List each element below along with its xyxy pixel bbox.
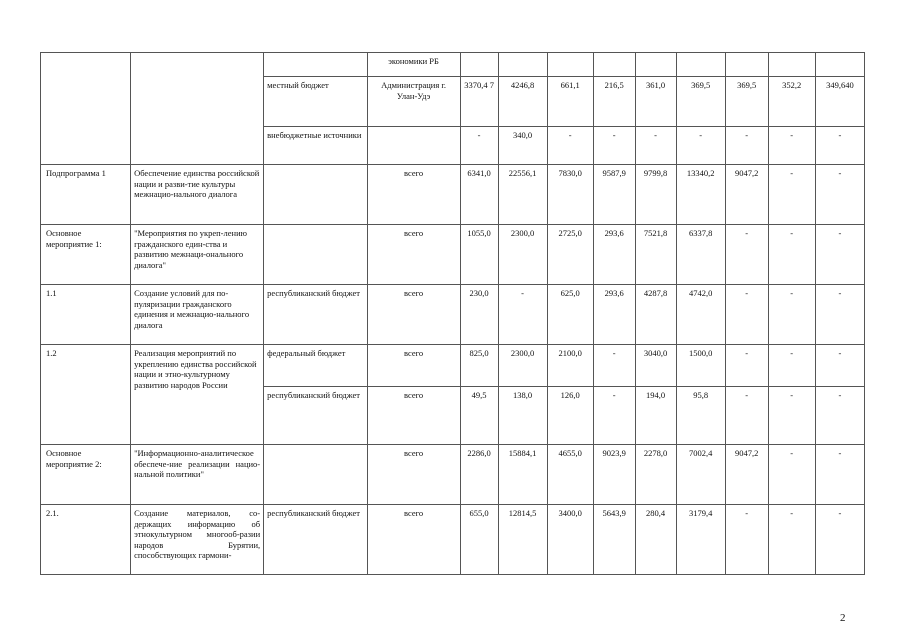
value-cell: - <box>676 127 725 165</box>
value-cell: - <box>768 345 815 387</box>
value-cell: 7830,0 <box>547 165 593 225</box>
value-cell: 7521,8 <box>635 225 676 285</box>
value-cell: 2100,0 <box>547 345 593 387</box>
executor-cell: Администрация г. Улан-Удэ <box>367 77 460 127</box>
table-row <box>41 505 865 575</box>
value-cell: 5643,9 <box>593 505 635 575</box>
executor-cell: всего <box>367 225 460 285</box>
source-cell <box>264 53 367 77</box>
value-cell: - <box>725 225 768 285</box>
source-cell: республиканский бюджет <box>264 387 367 445</box>
value-cell: 7002,4 <box>676 445 725 505</box>
source-cell <box>264 225 367 285</box>
value-cell: - <box>635 127 676 165</box>
value-cell: - <box>725 127 768 165</box>
code-cell: 1.1 <box>41 285 131 345</box>
value-cell: 12814,5 <box>498 505 547 575</box>
value-cell: 293,6 <box>593 285 635 345</box>
executor-cell: экономики РБ <box>367 53 460 77</box>
value-cell: 9587,9 <box>593 165 635 225</box>
name-cell: Реализация мероприятий по укреплению единства российской нации и этно-культурному развитию народов России <box>131 345 264 445</box>
source-cell: местный бюджет <box>264 77 367 127</box>
value-cell: 216,5 <box>593 77 635 127</box>
value-cell: - <box>725 387 768 445</box>
table-row <box>41 53 865 77</box>
value-cell: - <box>815 387 864 445</box>
executor-cell: всего <box>367 285 460 345</box>
value-cell: - <box>593 345 635 387</box>
value-cell: 3179,4 <box>676 505 725 575</box>
executor-cell: всего <box>367 505 460 575</box>
code-cell: 2.1. <box>41 505 131 575</box>
value-cell: 2300,0 <box>498 225 547 285</box>
value-cell: 230,0 <box>460 285 498 345</box>
value-cell: 1055,0 <box>460 225 498 285</box>
budget-table <box>40 52 865 575</box>
value-cell: 4655,0 <box>547 445 593 505</box>
value-cell: 2725,0 <box>547 225 593 285</box>
value-cell: - <box>547 127 593 165</box>
table-row <box>41 165 865 225</box>
name-cell: Создание условий для по-пуляризации гражданского единения и межнацио-нального диалога <box>131 285 264 345</box>
executor-cell: всего <box>367 345 460 387</box>
value-cell: 4287,8 <box>635 285 676 345</box>
value-cell: 138,0 <box>498 387 547 445</box>
value-cell: 9047,2 <box>725 445 768 505</box>
source-cell: республиканский бюджет <box>264 285 367 345</box>
value-cell: - <box>815 225 864 285</box>
value-cell: - <box>593 387 635 445</box>
value-cell: - <box>815 345 864 387</box>
source-cell: республиканский бюджет <box>264 505 367 575</box>
value-cell: 361,0 <box>635 77 676 127</box>
value-cell: 625,0 <box>547 285 593 345</box>
value-cell: 655,0 <box>460 505 498 575</box>
value-cell: - <box>768 225 815 285</box>
value-cell: 661,1 <box>547 77 593 127</box>
value-cell: - <box>768 505 815 575</box>
value-cell: - <box>768 387 815 445</box>
value-cell: - <box>815 165 864 225</box>
table-row <box>41 285 865 345</box>
value-cell: - <box>725 505 768 575</box>
code-cell: Основное мероприятие 2: <box>41 445 131 505</box>
value-cell: 3370,4 7 <box>460 77 498 127</box>
value-cell: 369,5 <box>676 77 725 127</box>
value-cell: 340,0 <box>498 127 547 165</box>
value-cell: - <box>815 445 864 505</box>
value-cell: 95,8 <box>676 387 725 445</box>
code-cell: 1.2 <box>41 345 131 445</box>
value-cell: 9799,8 <box>635 165 676 225</box>
value-cell: 13340,2 <box>676 165 725 225</box>
value-cell: 22556,1 <box>498 165 547 225</box>
value-cell: 349,640 <box>815 77 864 127</box>
value-cell: 293,6 <box>593 225 635 285</box>
value-cell: 4742,0 <box>676 285 725 345</box>
value-cell: - <box>768 445 815 505</box>
value-cell: 2278,0 <box>635 445 676 505</box>
name-cell <box>131 53 264 165</box>
name-cell: Создание материалов, со-держащих информацию об этнокультурном многооб-разии народов Бурятии, способствующих гармони- <box>131 505 264 575</box>
value-cell: - <box>460 127 498 165</box>
value-cell: - <box>815 505 864 575</box>
executor-cell: всего <box>367 445 460 505</box>
executor-cell: всего <box>367 387 460 445</box>
value-cell: - <box>815 127 864 165</box>
value-cell: 9047,2 <box>725 165 768 225</box>
value-cell: - <box>768 165 815 225</box>
page-number: 2 <box>840 612 846 624</box>
value-cell: - <box>725 285 768 345</box>
value-cell: 194,0 <box>635 387 676 445</box>
executor-cell <box>367 127 460 165</box>
value-cell: 15884,1 <box>498 445 547 505</box>
name-cell: "Мероприятия по укреп-лению гражданского един-ства и развитию межнаци-онального диалога" <box>131 225 264 285</box>
value-cell: 6341,0 <box>460 165 498 225</box>
value-cell: 3040,0 <box>635 345 676 387</box>
name-cell: Обеспечение единства российской нации и разви-тие культуры межнацио-нального диалога <box>131 165 264 225</box>
value-cell: 2286,0 <box>460 445 498 505</box>
value-cell: 6337,8 <box>676 225 725 285</box>
value-cell: - <box>593 127 635 165</box>
value-cell: 49,5 <box>460 387 498 445</box>
value-cell: 4246,8 <box>498 77 547 127</box>
value-cell: - <box>768 285 815 345</box>
value-cell: - <box>815 285 864 345</box>
value-cell: - <box>768 127 815 165</box>
value-cell: 126,0 <box>547 387 593 445</box>
source-cell <box>264 165 367 225</box>
table-row <box>41 445 865 505</box>
value-cell: 352,2 <box>768 77 815 127</box>
table-row <box>41 345 865 387</box>
executor-cell: всего <box>367 165 460 225</box>
name-cell: "Информационно-аналитическое обеспече-ние реализации нацио-нальной политики" <box>131 445 264 505</box>
value-cell: - <box>498 285 547 345</box>
code-cell <box>41 53 131 165</box>
source-cell: внебюджетные источники <box>264 127 367 165</box>
source-cell: федеральный бюджет <box>264 345 367 387</box>
code-cell: Подпрограмма 1 <box>41 165 131 225</box>
value-cell: 9023,9 <box>593 445 635 505</box>
value-cell: 825,0 <box>460 345 498 387</box>
value-cell: 280,4 <box>635 505 676 575</box>
source-cell <box>264 445 367 505</box>
value-cell: 2300,0 <box>498 345 547 387</box>
value-cell: - <box>725 345 768 387</box>
table-row <box>41 225 865 285</box>
value-cell: 3400,0 <box>547 505 593 575</box>
value-cell: 369,5 <box>725 77 768 127</box>
value-cell: 1500,0 <box>676 345 725 387</box>
code-cell: Основное мероприятие 1: <box>41 225 131 285</box>
